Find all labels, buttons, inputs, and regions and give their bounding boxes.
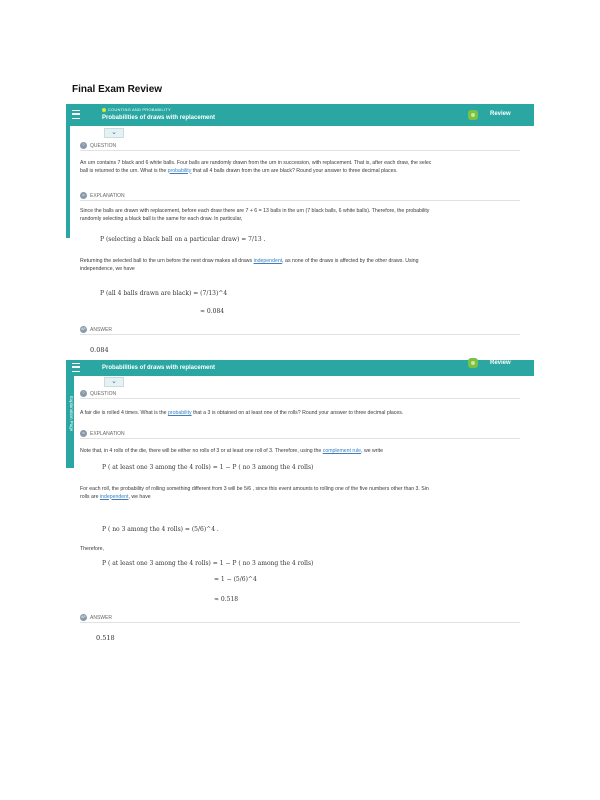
side-tab[interactable]	[66, 376, 74, 468]
answer-header: AP ANSWER	[80, 326, 520, 335]
topic-dot-icon	[102, 108, 106, 112]
answer-icon: AP	[81, 615, 86, 619]
chevron-down-icon[interactable]: ⌄	[104, 128, 124, 138]
review-panel-2	[66, 360, 534, 650]
question-header: ? QUESTION	[80, 142, 520, 151]
side-tab[interactable]	[66, 126, 70, 238]
review-panel-1	[66, 104, 534, 354]
complement-rule-link[interactable]: complement rule	[322, 448, 362, 454]
formula-complement: P ( at least one 3 among the 4 rolls) = 1 − P ( no 3 among the 4 rolls)	[102, 464, 314, 471]
panel-title: Probabilities of draws with replacement	[102, 365, 216, 371]
probability-link[interactable]: probability	[167, 167, 192, 174]
explanation-header: ∞ EXPLANATION	[80, 192, 520, 201]
review-button[interactable]: Review	[490, 360, 511, 366]
answer-value: 0.084	[90, 346, 109, 354]
review-button[interactable]: Review	[490, 111, 511, 117]
probability-link[interactable]: probability	[167, 410, 192, 416]
question-text: An urn contains 7 black and 6 white balls. Four balls are randomly drawn from the urn in succession, with replacement. That is, after each draw, the selec ball is returned to the urn. What is the probability that all 4 balls drawn from the urn are black? Round your answer to three decimal places.	[80, 160, 432, 174]
header-bar	[66, 360, 534, 376]
therefore-text: Therefore,	[80, 546, 104, 552]
answer-value: 0.518	[96, 634, 115, 642]
independence-text: Returning the selected ball to the urn before the next draw makes all draws independent, as none of the draws is affected by the other draws. Using independence, we have	[80, 258, 419, 272]
menu-icon[interactable]	[72, 110, 80, 119]
answer-header: AP ANSWER	[80, 614, 520, 623]
answer-icon: AP	[81, 327, 86, 331]
independent-link[interactable]: independent	[99, 493, 129, 500]
document-title: Final Exam Review	[72, 84, 163, 95]
roll-probability-text: For each roll, the probability of rolling something different from 3 will be 5/6 , since this event amounts to rolling one of the five numbers other than 3. Sin rolls are independent, we have	[80, 486, 429, 500]
panel-title: Probabilities of draws with replacement	[102, 115, 216, 121]
chevron-down-icon[interactable]: ⌄	[104, 377, 124, 387]
formula-at-least-one: P ( at least one 3 among the 4 rolls) = 1 − P ( no 3 among the 4 rolls)	[102, 560, 314, 567]
topic-label: COUNTING AND PROBABILITY	[102, 107, 171, 112]
review-badge-icon	[468, 358, 478, 368]
formula-no-three: P ( no 3 among the 4 rolls) = (5/6)^4 .	[102, 526, 219, 533]
question-header: ? QUESTION	[80, 390, 520, 399]
review-badge-icon	[468, 110, 478, 120]
question-icon: ?	[80, 142, 87, 149]
explanation-icon: ∞	[80, 430, 87, 437]
formula-black-ball: P (selecting a black ball on a particular draw) = 7/13 .	[100, 236, 266, 243]
explanation-text: Since the balls are drawn with replacement, before each draw there are 7 + 6 = 13 balls in the urn (7 black balls, 6 white balls). Therefore, the probability randomly selecting a black ball is the same for each draw. In particular,	[80, 208, 430, 222]
formula-result: ≈ 0.084	[200, 308, 225, 315]
formula-result: ≈ 0.518	[214, 596, 239, 603]
header-bar	[66, 104, 534, 126]
menu-icon[interactable]	[72, 363, 80, 372]
explanation-icon: ∞	[80, 192, 87, 199]
formula-all-black: P (all 4 balls drawn are black) = (7/13)^4	[100, 290, 228, 297]
explanation-text: Note that, in 4 rolls of the die, there will be either no rolls of 3 or at least one roll of 3. Therefore, using the complement rule, we write	[80, 448, 383, 454]
question-text: A fair die is rolled 4 times. What is the probability that a 3 is obtained on at least one of the rolls? Round your answer to three decimal places.	[80, 410, 404, 416]
explanation-header: ∞ EXPLANATION	[80, 430, 520, 439]
independent-link[interactable]: independent	[253, 258, 283, 264]
formula-step: = 1 − (5/6)^4	[214, 576, 257, 583]
side-tab-label: Explanation Page	[69, 396, 74, 432]
question-icon: ?	[80, 390, 87, 397]
